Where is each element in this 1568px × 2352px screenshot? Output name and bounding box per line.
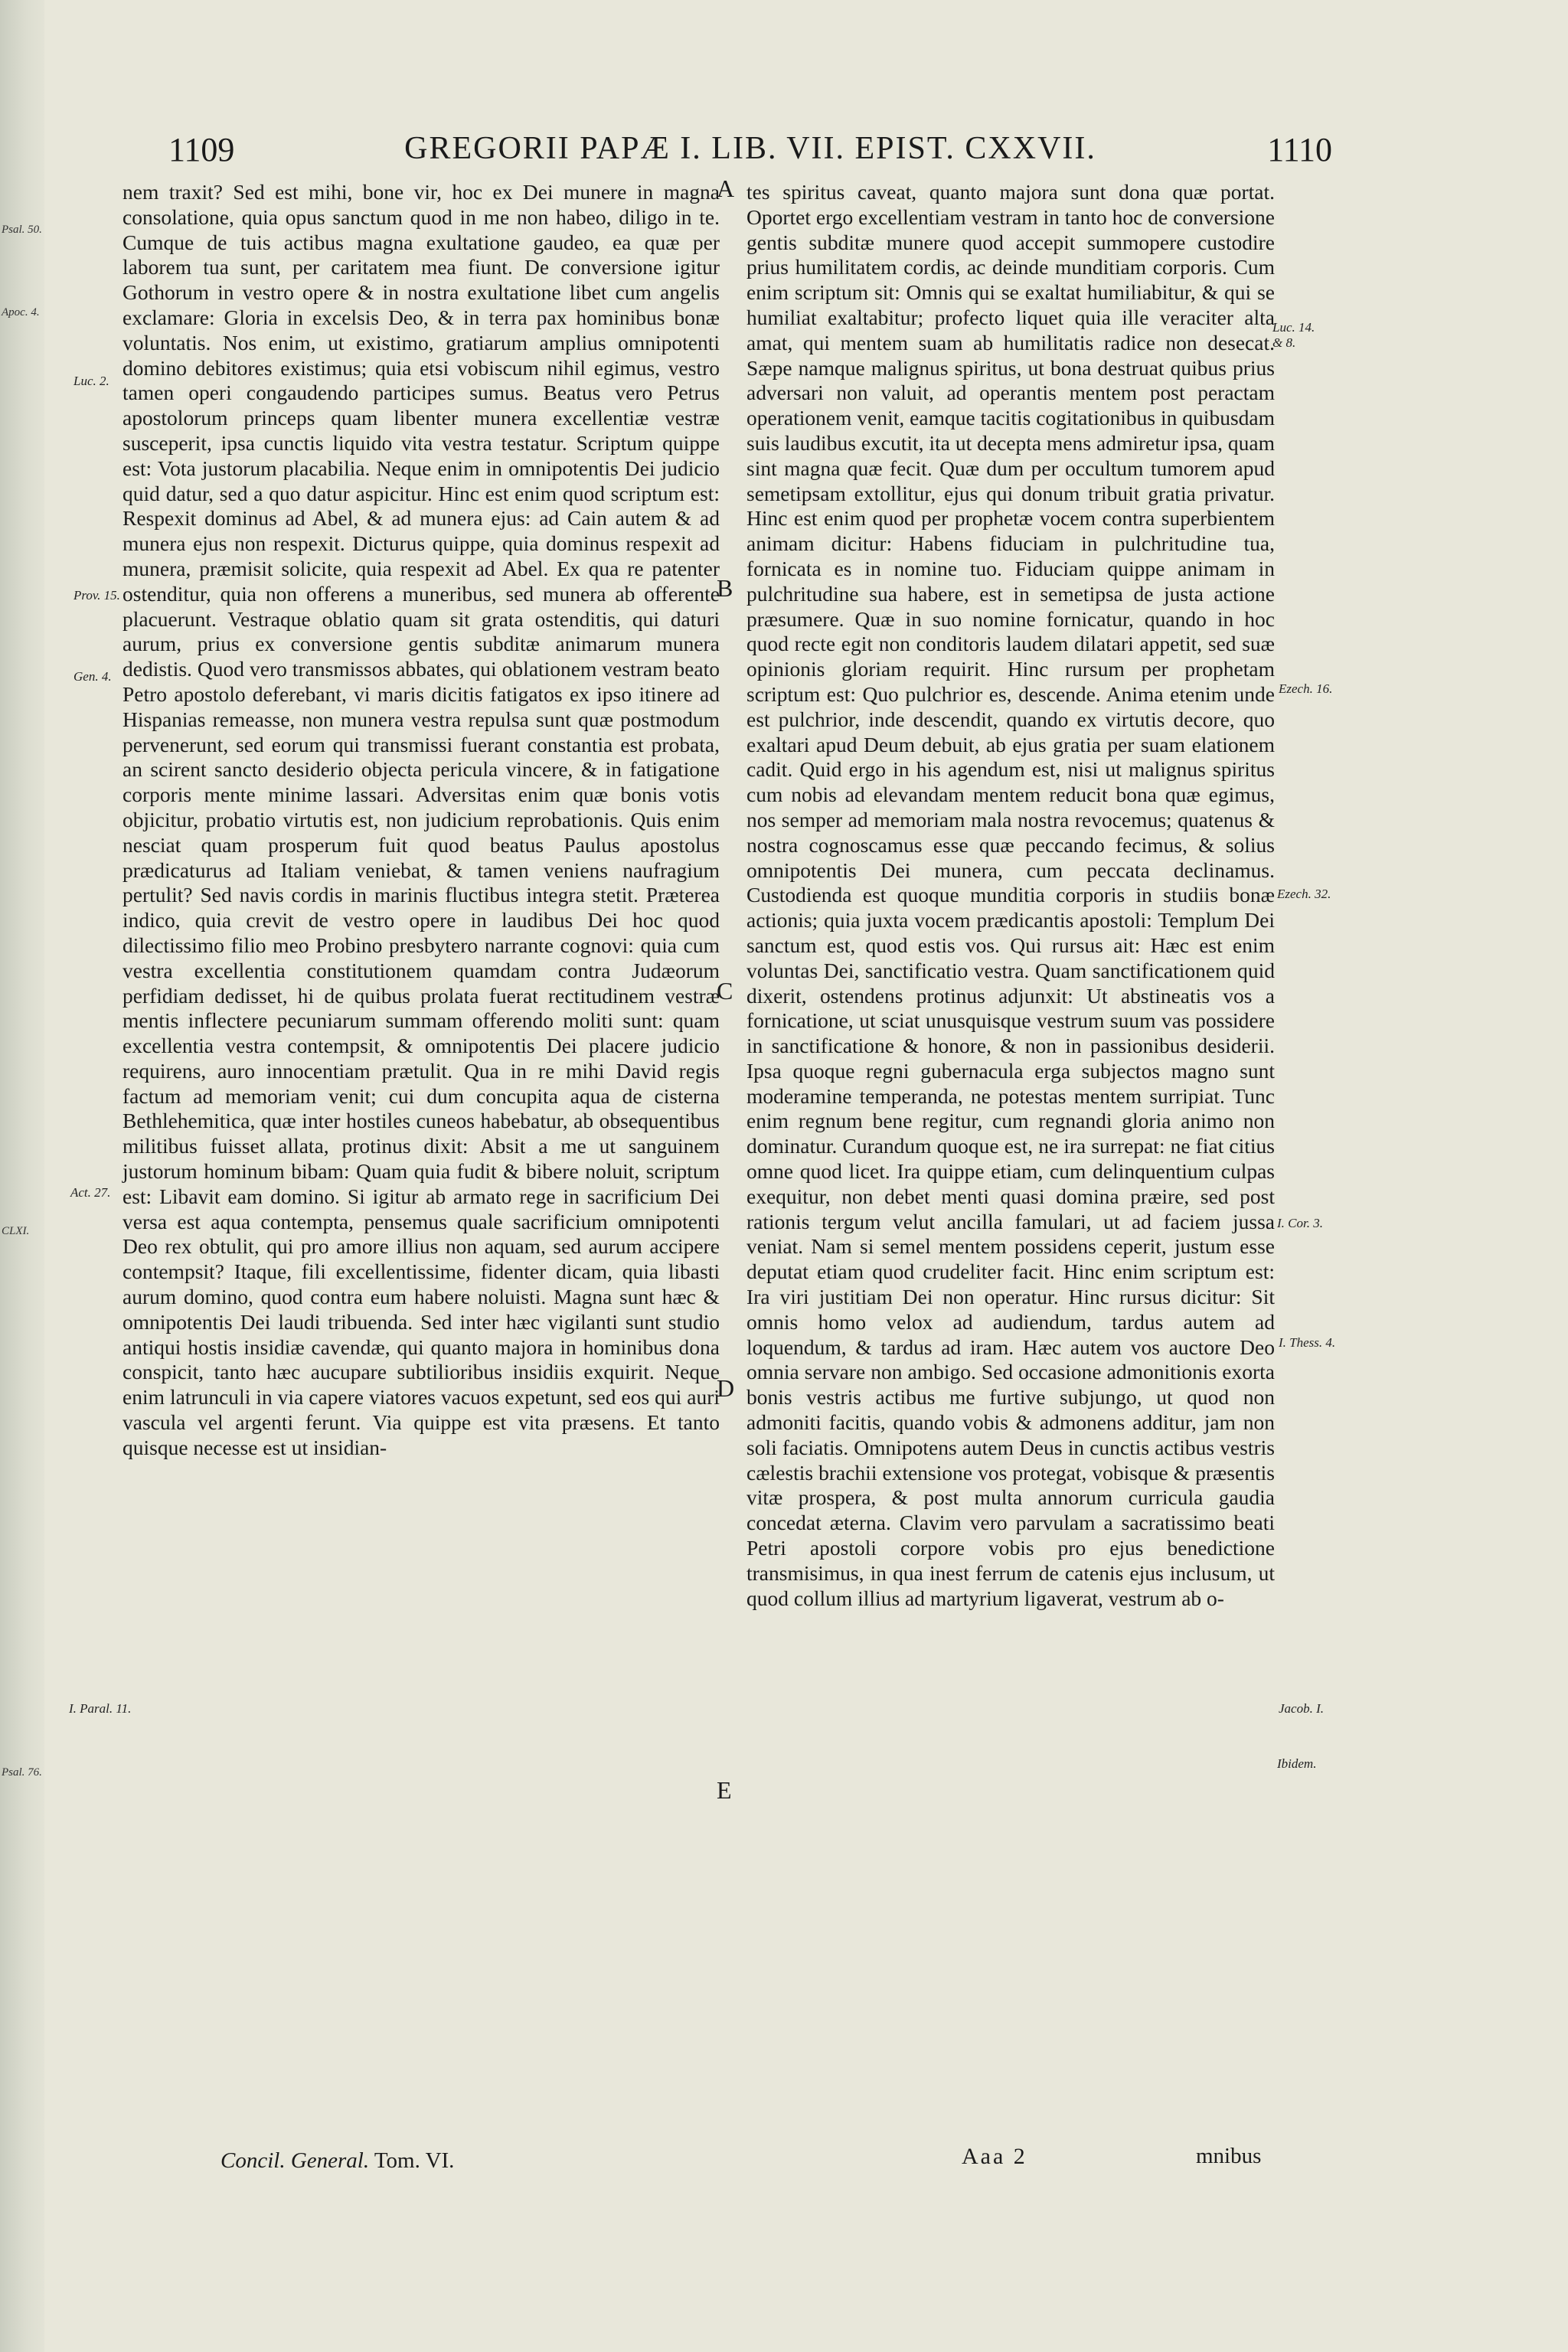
page-number-left: 1109 bbox=[168, 131, 235, 168]
margin-note-left: Gen. 4. bbox=[74, 669, 112, 684]
spine-note: Apoc. 4. bbox=[2, 306, 40, 318]
margin-note-left: Luc. 2. bbox=[74, 374, 109, 388]
margin-note-right: I. Thess. 4. bbox=[1279, 1335, 1336, 1350]
page-number-right: 1110 bbox=[1267, 131, 1332, 168]
footer-volume bbox=[220, 2148, 454, 2174]
section-marker-a: A bbox=[717, 175, 735, 202]
footer-collection: Concil. General. bbox=[220, 2148, 370, 2173]
margin-note-left: Prov. 15. bbox=[74, 588, 120, 603]
spine-note: Psal. 50. bbox=[2, 224, 42, 236]
spine-note: CLXI. bbox=[2, 1225, 30, 1237]
spine-edge bbox=[0, 0, 44, 2352]
margin-note-right: Luc. 14. & 8. bbox=[1272, 320, 1315, 350]
margin-note-left: Act. 27. bbox=[70, 1185, 111, 1200]
footer-tome: Tom. VI. bbox=[374, 2148, 455, 2173]
margin-note-right: Ezech. 32. bbox=[1277, 887, 1331, 901]
catchword: mnibus bbox=[1196, 2144, 1262, 2168]
signature-mark: Aaa 2 bbox=[962, 2144, 1027, 2169]
left-column bbox=[122, 180, 720, 1461]
margin-note-right: Jacob. I. bbox=[1279, 1701, 1325, 1716]
margin-note-right: I. Cor. 3. bbox=[1277, 1216, 1323, 1230]
left-column-text: nem traxit? Sed est mihi, bone vir, hoc ex Dei munere in magna consolatione, quia opus sanctum quod in me non habeo, diligo in te. Cumque de tuis actibus magna exultatione gaudeo, ea quæ per laborem tua sunt, per caritatem mea fiunt. De conversione igitur Gothorum in vestro opere & in nostra exultatione libet cum angelis exclamare: Gloria in excelsis Deo, & in terra pax hominibus bonæ voluntatis. Nos enim, ut existimo, gratiarum amplius omnipotenti domino debitores existimus; quia etsi vobiscum nihil egimus, vestro tamen operi congaudendo participes sumus. Beatus vero Petrus apostolorum princeps quam libenter munera excellentiæ vestræ susceperit, ipsa cunctis liquido vita vestra testatur. Scriptum quippe est: Vota justorum placabilia. Neque enim in omnipotentis Dei judicio quid datur, sed a quo datur aspicitur. Hinc est enim quod scriptum est: Respexit dominus ad Abel, & ad munera ejus: ad Cain autem & ad munera ejus non respexit. Dicturus quippe, quia dominus respexit ad munera, præmisit solicite, quia respexit ad Abel. Ex qua re patenter ostenditur, quia non offerens a muneribus, sed munera ab offerente placuerunt. Vestraque oblatio quam sit grata ostenditis, qui daturi aurum, prius ex conversione gentis subditæ animarum munera dedistis. Quod vero transmissos abbates, qui oblationem vestram beato Petro apostolo deferebant, vi maris dicitis fatigatos ex ipso itinere ad Hispanias remeasse, non munera vestra repulsa sunt quæ postmodum pervenerunt, sed eorum qui transmissi fuerant constantia est probata, an scirent sancto desiderio objecta pericula vincere, & in fatigatione corporis mente minime lassari. Adversitas enim quæ bonis votis objicitur, probatio virtutis est, non judicium reprobationis. Quis enim nesciat quam prosperum fuit quod beatus Paulus apostolus prædicaturus ad Italiam veniebat, & tamen veniens naufragium pertulit? Sed navis cordis in marinis fluctibus integra stetit. Præterea indico, quia crevit de vestro opere in laudibus Dei hoc quod dilectissimo filio meo Probino presbytero narrante cognovi: quia cum vestra excellentia constitutionem quamdam contra Judæorum perfidiam dedisset, hi de quibus prolata fuerat rectitudinem vestræ mentis inflectere pecuniarum summam offerendo moliti sunt: quam excellentia vestra contempsit, & omnipotentis Dei placere judicio requirens, auro innocentiam prætulit. Qua in re mihi David regis factum ad memoriam venit; cui dum concupita aqua de cisterna Bethlehemitica, quæ inter hostiles cuneos habebatur, ab obsequentibus militibus fuisset allata, protinus dixit: Absit a me ut sanguinem justorum hominum bibam: Quam quia fudit & bibere noluit, scriptum est: Libavit eam domino. Si igitur ab armato rege in sacrificium Dei versa est aqua contempta, pensemus quale sacrificium omnipotenti Deo rex obtulit, qui pro amore illius non aquam, sed aurum accipere contempsit? Itaque, fili excellentissime, fidenter dicam, quia libasti aurum domino, quod contra eum habere noluisti. Magna sunt hæc & omnipotentis Dei laudi tribuenda. Sed inter hæc vigilanti sunt studio antiqui hostis insidiæ cavendæ, qui quanto majora in hominibus dona conspicit, tanto hæc aucupare subtilioribus insidiis exquirit. Neque enim latrunculi in via capere viatores vacuos expetunt, sed eos qui auri vascula vel argenti ferunt. Via quippe est vita præsens. Et tanto quisque necesse est ut insidian- bbox=[122, 180, 720, 1459]
section-marker-b: B bbox=[717, 574, 733, 602]
margin-note-left: I. Paral. 11. bbox=[69, 1701, 132, 1716]
running-header bbox=[168, 130, 1332, 176]
section-marker-c: C bbox=[717, 977, 733, 1004]
right-column bbox=[746, 180, 1275, 1611]
section-marker-e: E bbox=[717, 1776, 732, 1804]
margin-note-right: Ezech. 16. bbox=[1279, 681, 1333, 696]
spine-note: Psal. 76. bbox=[2, 1766, 42, 1779]
page-title: GREGORII PAPÆ I. LIB. VII. EPIST. CXXVII. bbox=[404, 131, 1096, 166]
margin-note-right: Ibidem. bbox=[1277, 1756, 1317, 1771]
right-column-text: tes spiritus caveat, quanto majora sunt dona quæ portat. Oportet ergo excellentiam vestram in tanto hoc de conversione gentis subditæ munere quod accepit summopere custodire prius humilitatem cordis, ac deinde munditiam corporis. Cum enim scriptum sit: Omnis qui se exaltat humiliabitur, & qui se humiliat exaltabitur; profecto liquet quia ille veraciter alta amat, qui mentem suam ab humilitatis radice non desecat. Sæpe namque malignus spiritus, ut bona destruat quibus prius adversari non valuit, ad operantis mentem post peractam operationem venit, eamque tacitis cogitationibus in quibusdam suis laudibus excutit, ita ut decepta mens admiretur ipsa, quam sint magna quæ fecit. Quæ dum per occultum tumorem apud semetipsam extollitur, ejus qui donum tribuit gratia privatur. Hinc est enim quod per prophetæ vocem contra superbientem animam dicitur: Habens fiduciam in pulchritudine tua, fornicata es in nomine tuo. Fiduciam quippe animam in pulchritudine sua habere, est in semetipsa de justa actione præsumere. Quæ in suo nomine fornicatur, quando in hoc quod recte egit non conditoris laudem dilatari appetit, sed suæ opinionis gloriam requirit. Hinc rursum per prophetam scriptum est: Quo pulchrior es, descende. Anima etenim unde est pulchrior, inde descendit, quando ex virtutis decore, quo exaltari apud Deum debuit, ab ejus gratia per suam elationem cadit. Quid ergo in his agendum est, nisi ut malignus spiritus cum nobis ad elevandam mentem reducit bona quæ egimus, nos semper ad memoriam mala nostra revocemus; quatenus & nostra cognoscamus esse quæ peccando fecimus, & solius omnipotentis Dei munera, cum peccata declinamus. Custodienda est quoque munditia corporis in studiis bonæ actionis; quia juxta vocem prædicantis apostoli: Templum Dei sanctum est, quod estis vos. Qui rursus ait: Hæc est enim voluntas Dei, sanctificatio vestra. Quam sanctificationem quid dixerit, ostendens protinus adjunxit: Ut abstineatis vos a fornicatione, ut sciat unusquisque vestrum suum vas possidere in sanctificatione & honore, & non in passionibus desiderii. Ipsa quoque regni gubernacula erga subjectos magno sunt moderamine temperanda, ne potestas mentem surripiat. Tunc enim regnum bene regitur, cum regnandi gloria animo non dominatur. Curandum quoque est, ne ira surrepat: ne fiat citius omne quod licet. Ira quippe etiam, cum delinquentium culpas exequitur, non debet menti quasi domina præire, sed post rationis tergum velut ancilla famulari, ut ad faciem jussa veniat. Nam si semel mentem possidens ceperit, justum esse deputat etiam quod crudeliter facit. Hinc enim scriptum est: Ira viri justitiam Dei non operatur. Hinc rursus dicitur: Sit omnis homo velox ad audiendum, tardus autem ad loquendum, & tardus ad iram. Hæc autem vos auctore Deo omnia servare non ambigo. Sed occasione admonitionis exorta bonis vestris actibus me furtive subjungo, ut quod non admoniti facitis, quando vobis & admonens additur, jam non soli faciatis. Omnipotens autem Deus in cunctis actibus vestris cælestis brachii extensione vos protegat, vobisque & præsentis vitæ prospera, & post multa annorum curricula gaudia concedat æterna. Clavim vero parvulam a sacratissimo beati Petri apostoli corpore vobis pro ejus benedictione transmisimus, in qua inest ferrum de catenis ejus inclusum, ut quod collum illius ad martyrium ligaverat, vestrum ab o- bbox=[746, 180, 1275, 1610]
section-marker-d: D bbox=[717, 1374, 735, 1402]
